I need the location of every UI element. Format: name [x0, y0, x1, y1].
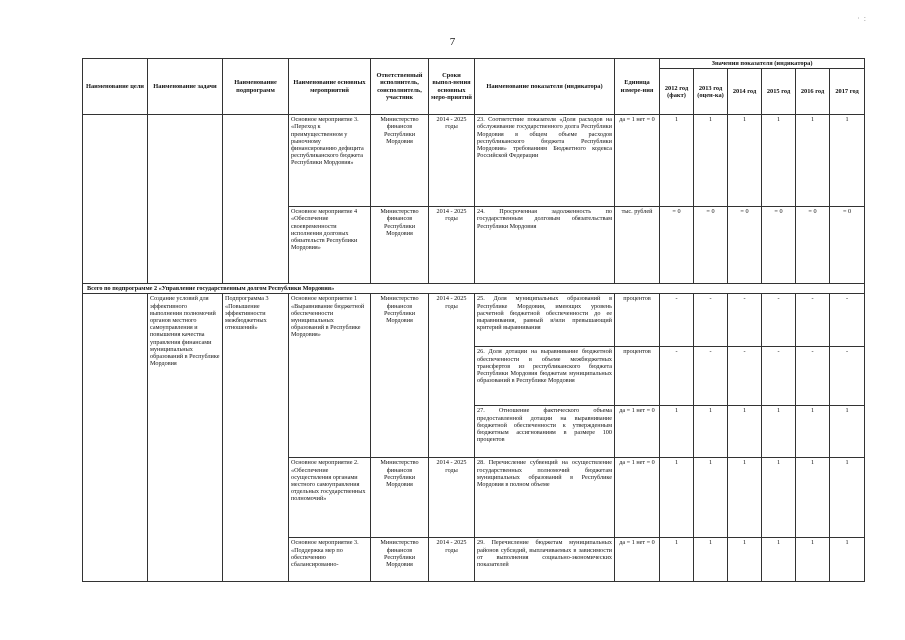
cell-goal-empty — [83, 115, 148, 284]
header-year: 2016 год — [796, 69, 830, 115]
cell-value: 1 — [660, 538, 694, 582]
cell-value: 1 — [796, 458, 830, 538]
cell-value: = 0 — [728, 207, 762, 284]
cell-value: 1 — [762, 406, 796, 458]
cell-term: 2014 - 2025 годы — [429, 207, 475, 284]
cell-measure: Основное мероприятие 3. «Переход к преимущественном у рыночному финансированию дефицита республиканского бюджета Республики Мордовия» — [289, 115, 371, 207]
cell-value: 1 — [728, 458, 762, 538]
cell-indicator: 28. Перечисление субвенций на осуществление государственных полномочий бюджетам муниципальных образований в Республике Мордовия в полном объеме — [475, 458, 615, 538]
header-year: 2015 год — [762, 69, 796, 115]
cell-value: - — [762, 347, 796, 406]
cell-measure: Основное мероприятие 3. «Поддержка мер по обеспечению сбалансированно- — [289, 538, 371, 582]
header-indicator: Наименование показателя (индикатора) — [475, 59, 615, 115]
header-year: 2012 год (факт) — [660, 69, 694, 115]
cell-value: - — [694, 347, 728, 406]
cell-measure: Основное мероприятие 2. «Обеспечение осуществления органами местного самоуправления отдельных государственных полномочий» — [289, 458, 371, 538]
cell-goal-empty — [83, 294, 148, 582]
cell-task-empty — [148, 115, 223, 284]
header-year: 2017 год — [830, 69, 865, 115]
cell-value: - — [728, 347, 762, 406]
cell-term: 2014 - 2025 годы — [429, 115, 475, 207]
cell-subprogram: Подпрограмма 3 «Повышение эффективности межбюджетных отношений» — [223, 294, 289, 582]
cell-value: 1 — [796, 538, 830, 582]
cell-value: = 0 — [694, 207, 728, 284]
cell-value: 1 — [762, 458, 796, 538]
cell-value: 1 — [830, 406, 865, 458]
cell-unit: да = 1 нет = 0 — [615, 458, 660, 538]
header-values-group: Значения показателя (индикатора) — [660, 59, 865, 69]
cell-value: = 0 — [830, 207, 865, 284]
table-row — [83, 294, 865, 347]
header-goals: Наименование цели — [83, 59, 148, 115]
cell-value: - — [830, 347, 865, 406]
cell-indicator: 29. Перечисление бюджетам муниципальных районов субсидий, выплачиваемых в зависимости от выполнения социально-экономических показателей — [475, 538, 615, 582]
header-terms: Сроки выпол-нения основных меро-приятий — [429, 59, 475, 115]
header-executor: Ответственный исполнитель, соисполнитель, участник — [371, 59, 429, 115]
cell-term: 2014 - 2025 годы — [429, 294, 475, 458]
cell-value: 1 — [694, 458, 728, 538]
cell-value: 1 — [830, 538, 865, 582]
cell-value: 1 — [660, 115, 694, 207]
cell-value: - — [796, 347, 830, 406]
header-unit: Единица измере-ния — [615, 59, 660, 115]
cell-measure: Основное мероприятие 4 «Обеспечение своевременности исполнения долговых обязательств Республики Мордовия» — [289, 207, 371, 284]
cell-value: = 0 — [660, 207, 694, 284]
cell-value: 1 — [694, 406, 728, 458]
cell-value: 1 — [728, 115, 762, 207]
corner-mark: · : — [857, 14, 867, 23]
cell-unit: да = 1 нет = 0 — [615, 538, 660, 582]
cell-value: - — [728, 294, 762, 347]
cell-term: 2014 - 2025 годы — [429, 538, 475, 582]
cell-value: 1 — [762, 538, 796, 582]
cell-indicator: 23. Соответствие показателя «Доля расходов на обслуживание государственного долга Республики Мордовия в общем объеме расходов республиканского бюджета Республики Мордовия» требованиям Бюджетного кодекса Российской Федерации — [475, 115, 615, 207]
cell-unit: да = 1 нет = 0 — [615, 406, 660, 458]
cell-value: 1 — [762, 115, 796, 207]
header-tasks: Наименование задачи — [148, 59, 223, 115]
cell-value: 1 — [796, 115, 830, 207]
cell-unit: да = 1 нет = 0 — [615, 115, 660, 207]
cell-measure: Основное мероприятие 1 «Выравнивание бюджетной обеспеченности муниципальных образований в Республике Мордовия» — [289, 294, 371, 458]
cell-value: 1 — [694, 115, 728, 207]
cell-unit: процентов — [615, 294, 660, 347]
cell-value: - — [660, 294, 694, 347]
header-subprograms: Наименование подпрограмм — [223, 59, 289, 115]
cell-value: 1 — [728, 538, 762, 582]
page-number: 7 — [449, 36, 456, 48]
cell-unit: тыс. рублей — [615, 207, 660, 284]
header-year: 2014 год — [728, 69, 762, 115]
cell-unit: процентов — [615, 347, 660, 406]
cell-value: 1 — [660, 458, 694, 538]
cell-term: 2014 - 2025 годы — [429, 458, 475, 538]
cell-indicator: 24. Просроченная задолженность по государственным долговым обязательствам Республики Мордовия — [475, 207, 615, 284]
cell-indicator: 25. Доля муниципальных образований в Республике Мордовия, имеющих уровень расчетной бюджетной обеспеченности до ее выравнивания, равный и/или превышающий критерий выравнивания — [475, 294, 615, 347]
cell-executor: Министерство финансов Республики Мордовия — [371, 294, 429, 458]
cell-task: Создание условий для эффективного выполнения полномочий органов местного самоуправления и повышения качества управления финансами муниципальных образований в Республике Мордовия — [148, 294, 223, 582]
cell-value: 1 — [796, 406, 830, 458]
cell-value: - — [762, 294, 796, 347]
header-row — [83, 59, 865, 69]
header-measures: Наименование основных мероприятий — [289, 59, 371, 115]
total-row — [83, 284, 865, 294]
cell-executor: Министерство финансов Республики Мордовия — [371, 538, 429, 582]
cell-value: 1 — [830, 115, 865, 207]
table-row — [83, 115, 865, 207]
indicators-table — [82, 58, 865, 582]
cell-indicator: 27. Отношение фактического объема предоставленной дотации на выравнивание бюджетной обеспеченности к утвержденным бюджетным ассигнованиям в размере 100 процентов — [475, 406, 615, 458]
cell-value: - — [796, 294, 830, 347]
total-row-label: Всего по подпрограмме 2 «Управление государственным долгом Республики Мордовия» — [83, 284, 865, 294]
cell-executor: Министерство финансов Республики Мордовия — [371, 458, 429, 538]
cell-value: = 0 — [796, 207, 830, 284]
cell-indicator: 26. Доля дотации на выравнивание бюджетной обеспеченности в объеме межбюджетных трансфертов из республиканского бюджета Республики Мордовия бюджетам муниципальных образований в Республике Мордовия — [475, 347, 615, 406]
cell-value: = 0 — [762, 207, 796, 284]
cell-value: - — [830, 294, 865, 347]
cell-subprogram-empty — [223, 115, 289, 284]
cell-value: - — [694, 294, 728, 347]
cell-value: 1 — [660, 406, 694, 458]
cell-value: - — [660, 347, 694, 406]
cell-value: 1 — [830, 458, 865, 538]
cell-executor: Министерство финансов Республики Мордовия — [371, 207, 429, 284]
cell-executor: Министерство финансов Республики Мордовия — [371, 115, 429, 207]
cell-value: 1 — [694, 538, 728, 582]
cell-value: 1 — [728, 406, 762, 458]
header-year: 2013 год (оцен-ка) — [694, 69, 728, 115]
